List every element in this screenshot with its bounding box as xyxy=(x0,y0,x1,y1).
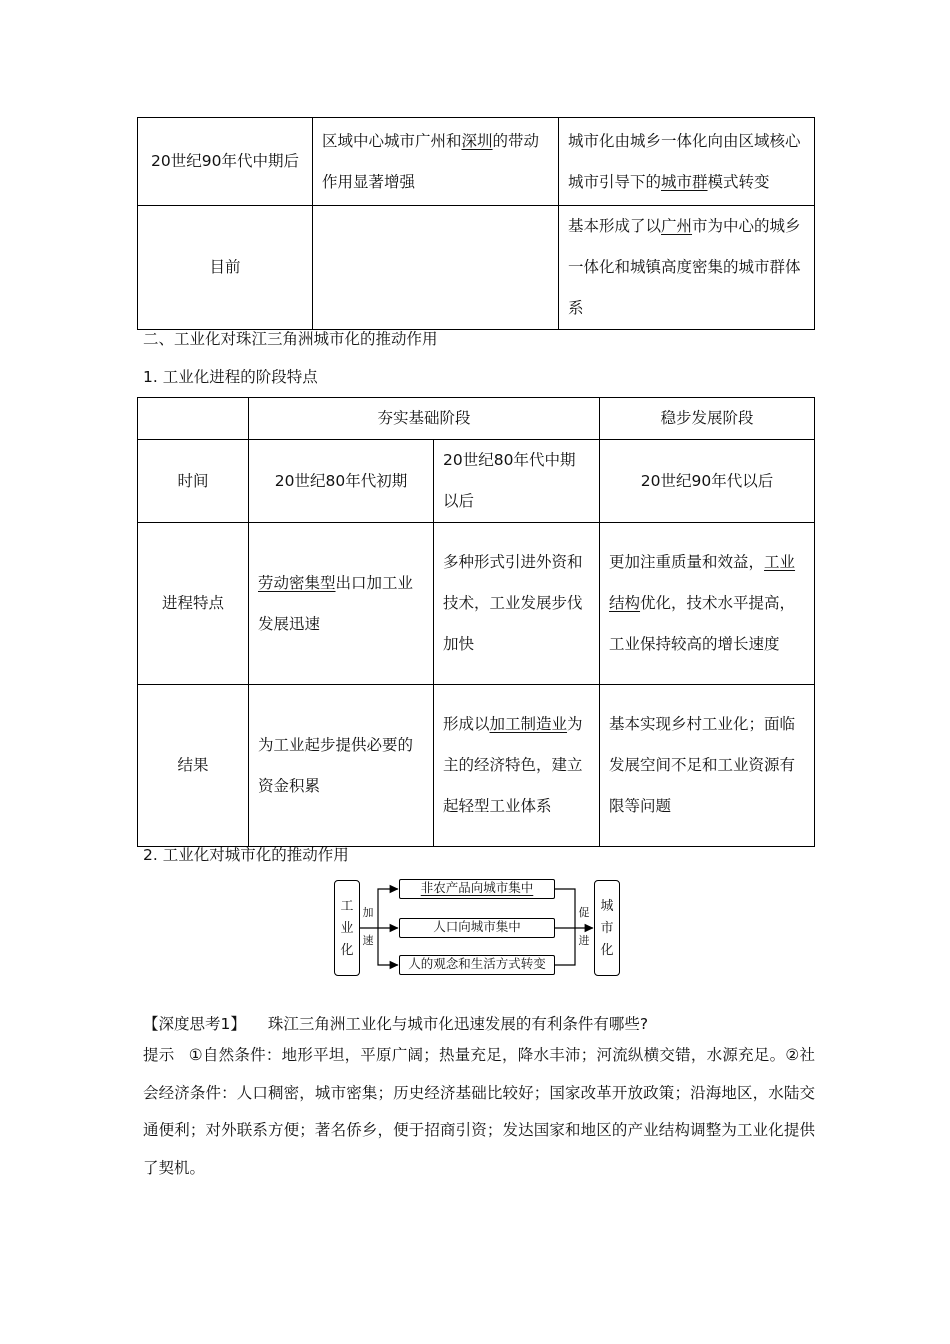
think-tag: 【深度思考1】 xyxy=(143,1015,246,1033)
table-cell: 更加注重质量和效益，工业结构优化，技术水平提高，工业保持较高的增长速度 xyxy=(600,523,815,685)
subheading-effects: 2. 工业化对城市化的推动作用 xyxy=(143,846,349,864)
role-cell: 区域中心城市广州和深圳的带动作用显著增强 xyxy=(313,118,559,206)
industrialization-label: 化 xyxy=(340,943,354,958)
flow-item-box xyxy=(399,955,555,975)
section-heading: 二、工业化对珠江三角洲城市化的推动作用 xyxy=(143,330,438,348)
flow-item-label: 非农产品向城市集中 xyxy=(420,880,534,895)
subheading-stages: 1. 工业化进程的阶段特点 xyxy=(143,368,318,386)
promote-label: 进 xyxy=(578,934,590,947)
role-cell-empty xyxy=(313,206,559,330)
stage-header: 夯实基础阶段 xyxy=(249,398,600,440)
table-cell: 形成以加工制造业为主的经济特色，建立起轻型工业体系 xyxy=(434,685,600,847)
table-cell: 20世纪80年代中期以后 xyxy=(434,440,600,523)
stage-header: 稳步发展阶段 xyxy=(600,398,815,440)
think-answer xyxy=(143,1037,815,1187)
period-cell: 目前 xyxy=(138,206,313,330)
row-header: 时间 xyxy=(138,440,249,523)
hint-label: 提示 xyxy=(143,1046,175,1064)
table-cell: 基本实现乡村工业化；面临发展空间不足和工业资源有限等问题 xyxy=(600,685,815,847)
flow-item-box xyxy=(399,879,555,899)
industrialization-label: 业 xyxy=(340,921,354,936)
industrialization-table xyxy=(137,397,815,847)
period-cell: 20世纪90年代中期后 xyxy=(138,118,313,206)
industrialization-box xyxy=(334,880,360,976)
flow-item-box xyxy=(399,918,555,938)
table-cell: 劳动密集型出口加工业发展迅速 xyxy=(249,523,434,685)
think-question-text: 珠江三角洲工业化与城市化迅速发展的有利条件有哪些? xyxy=(267,1015,649,1033)
table-cell: 20世纪90年代以后 xyxy=(600,440,815,523)
table-cell: 20世纪80年代初期 xyxy=(249,440,434,523)
urbanization-label: 化 xyxy=(600,943,614,958)
urbanization-table xyxy=(137,117,815,330)
table-cell: 多种形式引进外资和技术，工业发展步伐加快 xyxy=(434,523,600,685)
accelerate-label: 速 xyxy=(362,934,374,947)
row-header: 结果 xyxy=(138,685,249,847)
flow-item-label: 人口向城市集中 xyxy=(433,919,521,934)
urbanization-label: 城 xyxy=(600,899,614,914)
change-cell: 城市化由城乡一体化向由区域核心城市引导下的城市群模式转变 xyxy=(559,118,815,206)
table-cell: 为工业起步提供必要的资金积累 xyxy=(249,685,434,847)
urbanization-box xyxy=(594,880,620,976)
corner-cell xyxy=(138,398,249,440)
row-header: 进程特点 xyxy=(138,523,249,685)
promote-label: 促 xyxy=(578,906,590,919)
answer-text: ①自然条件：地形平坦，平原广阔；热量充足，降水丰沛；河流纵横交错，水源充足。②社会经济条件：人口稠密，城市密集；历史经济基础比较好；国家改革开放政策；沿海地区，水陆交通便利；对外联系方便；著名侨乡，便于招商引资；发达国家和地区的产业结构调整为工业化提供了契机。 xyxy=(143,1046,815,1177)
urbanization-label: 市 xyxy=(600,921,614,936)
accelerate-label: 加 xyxy=(362,906,374,919)
industrialization-label: 工 xyxy=(340,899,354,914)
change-cell: 基本形成了以广州市为中心的城乡一体化和城镇高度密集的城市群体系 xyxy=(559,206,815,330)
flow-item-label: 人的观念和生活方式转变 xyxy=(408,956,546,971)
think-question xyxy=(143,1012,648,1034)
